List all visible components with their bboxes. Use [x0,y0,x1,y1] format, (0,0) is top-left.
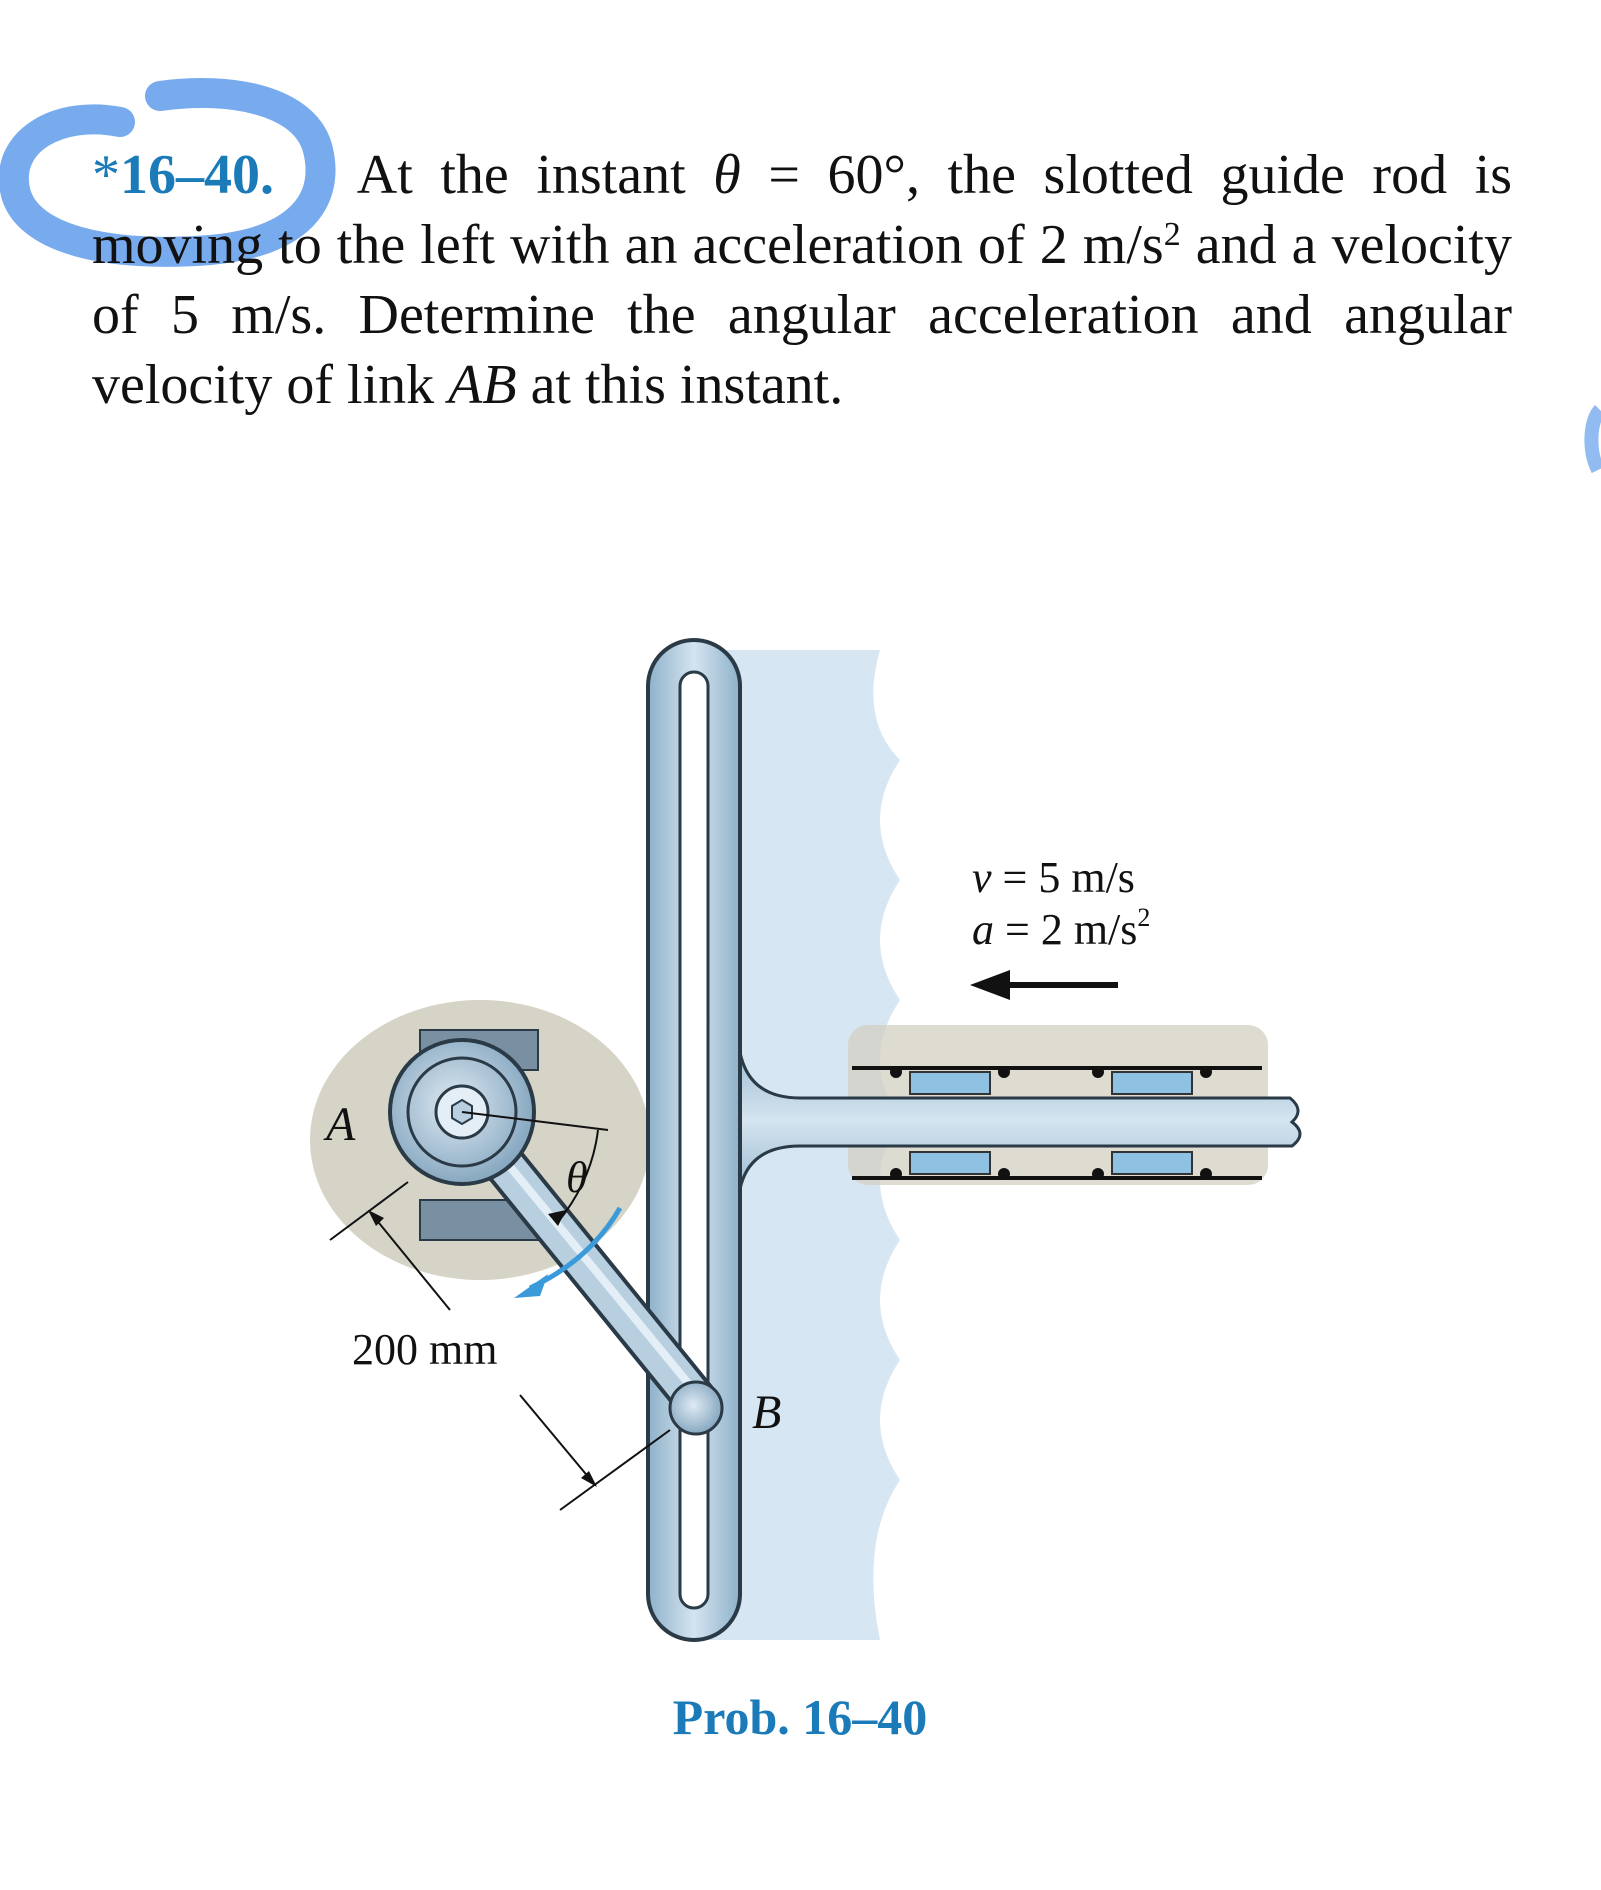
label-a: A [326,1098,356,1151]
statement-text-2: , the slotted guide rod is moving to the left with an acceleration of 2 m/s [92,144,1513,276]
dimension-line-lower [520,1395,595,1485]
problem-number: *16–40. [92,144,274,206]
dimension-arrow-bottom [581,1471,597,1487]
link-label: AB [448,354,517,416]
label-b: B [752,1386,782,1439]
theta-symbol: θ [713,144,741,206]
statement-text-3: and a velocity of 5 m/s. Determine the angular acceleration and angular velocity of link [92,214,1512,416]
statement-text-1: At the instant [356,144,686,206]
theta-value: 60° [827,144,906,206]
label-theta: θ [566,1153,588,1202]
statement-text-4: at this instant. [516,354,844,416]
pin-b [670,1382,722,1434]
velocity-arrowhead [970,970,1010,1000]
exponent: 2 [1163,216,1181,254]
acceleration-label: a = 2 $m/s^2$ [972,903,1151,954]
velocity-label: v = 5 m/s [972,853,1135,902]
rotation-arrowhead [514,1274,548,1298]
figure-caption: Prob. 16–40 [672,1689,928,1745]
rod-slot [680,672,708,1608]
equals-sign: = [768,144,800,206]
problem-star: * [92,144,120,206]
dimension-label: 200 mm [352,1325,498,1374]
